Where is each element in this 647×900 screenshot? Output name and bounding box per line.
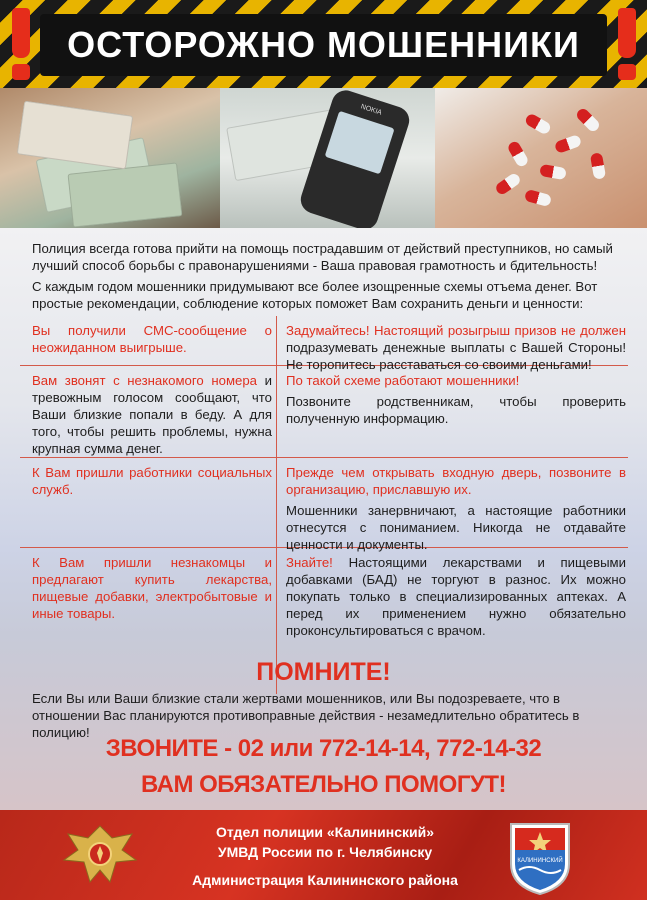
tip-row [20, 548, 628, 652]
tip-situation [32, 372, 272, 457]
tip-situation: Вы получили СМС-сообщение о неожиданном выигрыше. [32, 323, 272, 355]
tip-advice [286, 464, 626, 553]
help-guarantee: ВАМ ОБЯЗАТЕЛЬНО ПОМОГУТ! [140, 771, 507, 798]
tip-row [20, 458, 628, 552]
emblem-label: КАЛИНИНСКИЙ [517, 858, 563, 864]
money-photo [0, 88, 220, 228]
police-emblem-icon [60, 820, 140, 890]
tip-advice-lead: По такой схеме работают мошенники! [286, 373, 520, 388]
footer-administration: Администрация Калининского района [192, 872, 458, 888]
photo-strip [0, 88, 647, 228]
tip-situation-body: и тревожным голосом сообщают, что Ваши близкие попали в беду. А для того, чтобы решить проблемы, нужна крупная сумма денег. [32, 373, 272, 456]
tip-situation: К Вам пришли незнакомцы и предлагают купить лекарства, пищевые добавки, электробытовые и иные товары. [32, 555, 272, 621]
main-content [0, 228, 647, 810]
warning-header [0, 0, 647, 88]
tip-advice-body: Настоящими лекарствами и пищевыми добавками (БАД) не торгуют в разнос. Их можно покупать только в специализированных аптеках. А перед их применением нужно обязательно проконсультироваться с врачом. [286, 555, 626, 638]
call-phone-numbers: ЗВОНИТЕ - 02 или 772-14-14, 772-14-32 [105, 735, 542, 762]
district-coat-of-arms-icon [505, 820, 575, 896]
tip-advice-lead: Задумайтесь! Настоящий розыгрыш призов не должен [286, 323, 626, 338]
intro-paragraph: Полиция всегда готова прийти на помощь пострадавшим от действий преступников, но самый лучший способ борьбы с правонарушениями - Ваша правовая грамотность и бдительность! [32, 241, 613, 273]
phone-brand-label: NOKIA [359, 103, 383, 117]
mobile-phone-icon [297, 88, 413, 228]
tip-row [20, 316, 628, 372]
tip-advice-body: Позвоните родственникам, чтобы проверить полученную информацию. [286, 394, 626, 426]
remember-heading: ПОМНИТЕ! [256, 658, 391, 686]
tip-advice-lead: Знайте! [286, 555, 333, 570]
exclamation-icon [8, 8, 34, 82]
pills-photo [435, 88, 647, 228]
tip-advice-body: подразумевать денежные выплаты с Вашей Стороны! Не торопитесь расставаться со своими деньгами! [286, 340, 626, 372]
tip-advice [286, 372, 626, 427]
tip-situation: К Вам пришли работники социальных служб. [32, 465, 272, 497]
tip-advice-body: Мошенники занервничают, а настоящие работники отнесутся с пониманием. Никогда не отдавайте ценности и документы. [286, 503, 626, 552]
phone-photo [220, 88, 435, 228]
tip-advice-lead: Прежде чем открывать входную дверь, позвоните в организацию, приславшую их. [286, 465, 626, 497]
tip-advice [286, 554, 626, 639]
tip-row [20, 366, 628, 458]
header-title-bar [40, 14, 607, 76]
tips-table [20, 316, 628, 652]
footer [0, 810, 647, 900]
intro-paragraph: С каждым годом мошенники придумывают все более изощренные схемы отъема денег. Вот простые рекомендации, соблюдение которых поможет Вам сохранить деньги и ценности: [32, 279, 598, 311]
footer-department: Отдел полиции «Калининский» [216, 824, 434, 840]
footer-ministry: УМВД России по г. Челябинску [217, 844, 433, 860]
remember-text: Если Вы или Ваши близкие стали жертвами мошенников, или Вы подозреваете, что в отношении Вас планируются противоправные действия - незамедлительно обратитесь в полицию! [32, 691, 580, 740]
tip-situation-lead: Вам звонят с незнакомого номера [32, 373, 258, 388]
page-title: ОСТОРОЖНО МОШЕННИКИ [67, 24, 580, 65]
exclamation-icon [614, 8, 640, 82]
